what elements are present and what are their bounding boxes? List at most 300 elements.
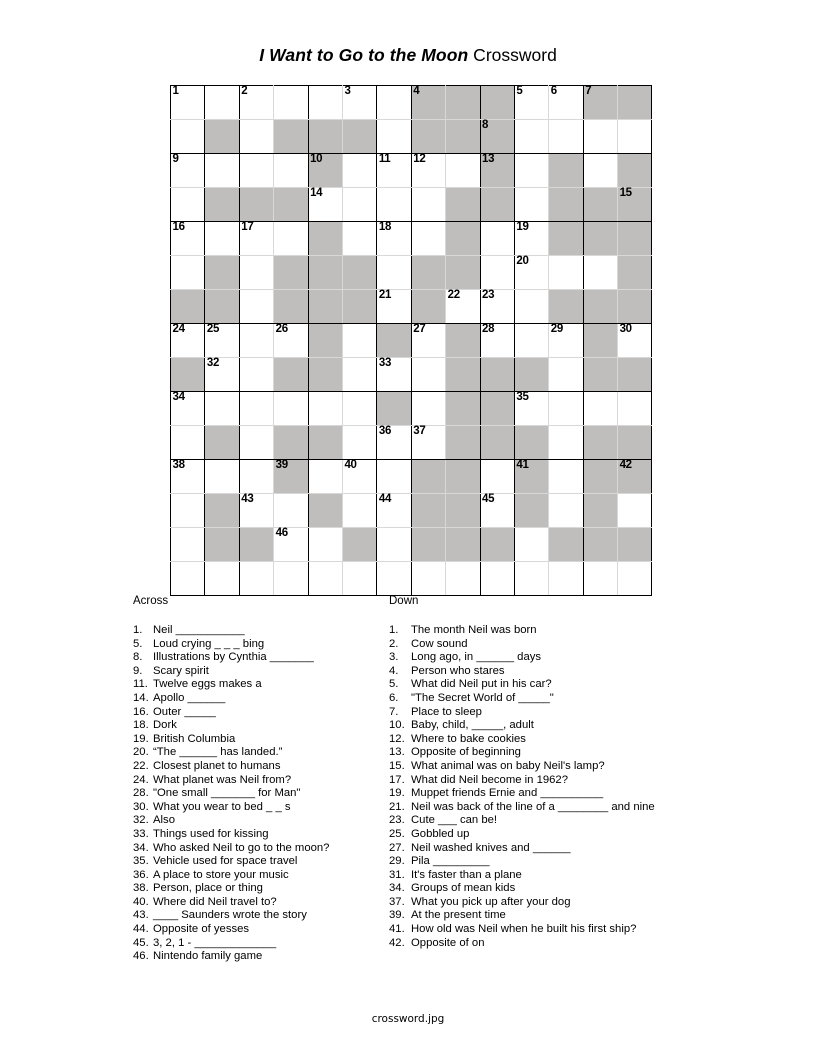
grid-cell[interactable]	[239, 460, 273, 494]
grid-cell[interactable]	[377, 120, 411, 154]
clue-number: 43.	[133, 909, 149, 922]
clue-number: 33.	[133, 827, 149, 840]
clue-text: Opposite of yesses	[153, 923, 250, 936]
grid-cell[interactable]	[274, 222, 308, 256]
clue-number: 38.	[133, 882, 149, 895]
grid-cell[interactable]	[446, 154, 480, 188]
grid-cell[interactable]	[205, 86, 239, 120]
grid-cell[interactable]	[377, 256, 411, 290]
clue-number: 27.	[389, 841, 405, 854]
down-clue-item[interactable]	[389, 923, 709, 937]
grid-cell[interactable]	[377, 154, 411, 188]
grid-cell[interactable]	[171, 154, 205, 188]
grid-cell[interactable]	[514, 256, 548, 290]
down-clue-item[interactable]	[389, 774, 709, 788]
clue-text: Neil washed knives and ______	[411, 841, 571, 854]
grid-cell[interactable]	[377, 460, 411, 494]
across-clue-item[interactable]	[133, 706, 383, 720]
grid-cell[interactable]	[377, 222, 411, 256]
clue-text: Cute ___ can be!	[411, 814, 498, 827]
crossword-row	[171, 120, 652, 154]
down-clue-item[interactable]	[389, 937, 709, 951]
grid-cell-number: 45	[482, 493, 495, 505]
clue-text: ____ Saunders wrote the story	[153, 909, 307, 922]
down-clue-item[interactable]	[389, 760, 709, 774]
grid-cell[interactable]	[342, 426, 376, 460]
grid-cell-blocked	[446, 188, 480, 222]
grid-cell-number: 21	[378, 289, 392, 301]
clue-number: 30.	[133, 800, 149, 813]
grid-cell-blocked	[308, 426, 342, 460]
grid-cell[interactable]	[342, 562, 376, 596]
grid-cell-blocked	[411, 290, 445, 324]
grid-cell[interactable]	[411, 188, 445, 222]
grid-cell[interactable]	[239, 120, 273, 154]
grid-cell[interactable]	[171, 324, 205, 358]
grid-cell[interactable]	[171, 528, 205, 562]
across-clue-item[interactable]	[133, 760, 383, 774]
grid-cell[interactable]	[618, 494, 652, 528]
clue-text: The month Neil was born	[411, 624, 537, 636]
grid-cell[interactable]	[549, 256, 583, 290]
grid-cell-blocked	[377, 324, 411, 358]
grid-cell[interactable]	[342, 86, 376, 120]
grid-cell-number: 30	[619, 323, 632, 335]
grid-cell[interactable]	[308, 188, 342, 222]
across-clue-item[interactable]	[133, 814, 383, 828]
grid-cell[interactable]	[171, 460, 205, 494]
clue-text: Illustrations by Cynthia _______	[153, 651, 314, 664]
clue-number: 25.	[389, 827, 405, 840]
grid-cell[interactable]	[480, 562, 514, 596]
down-clue-item[interactable]	[389, 828, 709, 842]
page-title-sub: Crossword	[468, 45, 557, 65]
grid-cell[interactable]	[205, 154, 239, 188]
grid-cell[interactable]	[583, 256, 617, 290]
grid-cell[interactable]	[239, 358, 273, 392]
grid-cell[interactable]	[274, 562, 308, 596]
grid-cell-blocked	[239, 528, 273, 562]
across-clue-item[interactable]	[133, 774, 383, 788]
down-heading: Down	[389, 595, 419, 607]
clue-number: 28.	[133, 787, 149, 800]
grid-cell[interactable]	[514, 562, 548, 596]
grid-cell-number: 25	[206, 323, 220, 335]
clue-number: 22.	[133, 759, 149, 772]
grid-cell-number: 44	[378, 493, 392, 505]
grid-cell-number: 17	[241, 221, 254, 233]
grid-cell[interactable]	[377, 562, 411, 596]
grid-cell[interactable]	[411, 392, 445, 426]
grid-cell[interactable]	[377, 494, 411, 528]
grid-cell[interactable]	[618, 562, 652, 596]
grid-cell[interactable]	[308, 392, 342, 426]
grid-cell-blocked	[446, 392, 480, 426]
clue-number: 34.	[389, 882, 405, 895]
grid-cell[interactable]	[411, 358, 445, 392]
grid-cell-blocked	[583, 494, 617, 528]
down-clue-item[interactable]	[389, 896, 709, 910]
crossword-row	[171, 562, 652, 596]
grid-cell-number: 33	[378, 357, 392, 369]
grid-cell[interactable]	[342, 324, 376, 358]
grid-cell[interactable]	[411, 426, 445, 460]
across-clue-item[interactable]	[133, 651, 383, 665]
grid-cell[interactable]	[205, 460, 239, 494]
grid-cell[interactable]	[239, 426, 273, 460]
across-clue-item[interactable]	[133, 937, 383, 951]
down-clue-item[interactable]	[389, 855, 709, 869]
grid-cell[interactable]	[308, 86, 342, 120]
grid-cell[interactable]	[549, 86, 583, 120]
grid-cell-blocked	[583, 426, 617, 460]
grid-cell[interactable]	[342, 460, 376, 494]
grid-cell[interactable]	[342, 494, 376, 528]
grid-cell[interactable]	[205, 562, 239, 596]
grid-cell[interactable]	[377, 426, 411, 460]
across-clue-item[interactable]	[133, 624, 383, 638]
down-clue-item[interactable]	[389, 882, 709, 896]
grid-cell[interactable]	[239, 562, 273, 596]
grid-cell[interactable]	[274, 324, 308, 358]
grid-cell[interactable]	[549, 426, 583, 460]
grid-cell[interactable]	[377, 188, 411, 222]
grid-cell[interactable]	[549, 494, 583, 528]
grid-cell[interactable]	[411, 222, 445, 256]
grid-cell[interactable]	[205, 358, 239, 392]
grid-cell-number: 37	[413, 425, 426, 437]
clue-text: What animal was on baby Neil's lamp?	[411, 759, 605, 772]
crossword-row	[171, 290, 652, 324]
grid-cell[interactable]	[583, 120, 617, 154]
grid-cell[interactable]	[171, 392, 205, 426]
down-clue-item[interactable]	[389, 801, 709, 815]
down-clue-list	[389, 624, 709, 950]
grid-cell-number: 12	[413, 153, 426, 165]
grid-cell[interactable]	[514, 528, 548, 562]
grid-cell-number: 23	[482, 289, 495, 301]
clue-number: 12.	[389, 732, 405, 745]
clue-text: 3, 2, 1 - _____________	[153, 936, 277, 949]
grid-cell-blocked	[446, 222, 480, 256]
across-clue-item[interactable]	[133, 678, 383, 692]
grid-cell-blocked	[274, 426, 308, 460]
grid-cell[interactable]	[618, 120, 652, 154]
grid-cell-blocked	[446, 460, 480, 494]
clue-number: 37.	[389, 895, 405, 908]
grid-cell[interactable]	[514, 86, 548, 120]
grid-cell-blocked	[411, 86, 445, 120]
grid-cell-number: 41	[516, 459, 529, 471]
grid-cell[interactable]	[514, 188, 548, 222]
clue-number: 23.	[389, 814, 405, 827]
clue-number: 17.	[389, 773, 405, 786]
grid-cell[interactable]	[205, 324, 239, 358]
across-clue-item[interactable]	[133, 855, 383, 869]
down-clue-item[interactable]	[389, 665, 709, 679]
grid-cell[interactable]	[411, 562, 445, 596]
grid-cell-blocked	[618, 222, 652, 256]
grid-cell-blocked	[549, 154, 583, 188]
grid-cell-blocked	[549, 222, 583, 256]
clue-number: 1.	[389, 624, 399, 636]
down-clue-item[interactable]	[389, 842, 709, 856]
grid-cell-number: 40	[344, 459, 357, 471]
grid-cell-blocked	[308, 256, 342, 290]
down-clue-item[interactable]	[389, 746, 709, 760]
grid-cell[interactable]	[583, 562, 617, 596]
grid-cell[interactable]	[308, 460, 342, 494]
clue-number: 11.	[133, 678, 148, 691]
grid-cell[interactable]	[549, 358, 583, 392]
clue-number: 10.	[389, 719, 405, 732]
grid-cell[interactable]	[308, 528, 342, 562]
across-clue-item[interactable]	[133, 896, 383, 910]
grid-cell[interactable]	[411, 324, 445, 358]
grid-cell[interactable]	[239, 256, 273, 290]
grid-cell[interactable]	[239, 324, 273, 358]
across-clue-item[interactable]	[133, 801, 383, 815]
grid-cell-blocked	[549, 290, 583, 324]
clue-number: 35.	[133, 855, 149, 868]
grid-cell-number: 8	[482, 119, 489, 131]
clue-text: How old was Neil when he built his first ship?	[411, 923, 637, 936]
clue-text: Where did Neil travel to?	[153, 895, 277, 908]
grid-cell-blocked	[342, 120, 376, 154]
down-clue-item[interactable]	[389, 706, 709, 720]
grid-cell[interactable]	[411, 154, 445, 188]
grid-cell[interactable]	[171, 256, 205, 290]
grid-cell[interactable]	[239, 154, 273, 188]
clue-text: Place to sleep	[411, 705, 482, 718]
down-clue-item[interactable]	[389, 787, 709, 801]
grid-cell[interactable]	[171, 188, 205, 222]
grid-cell[interactable]	[342, 222, 376, 256]
grid-cell[interactable]	[549, 324, 583, 358]
grid-cell[interactable]	[446, 290, 480, 324]
down-clue-item[interactable]	[389, 909, 709, 923]
grid-cell-blocked	[205, 494, 239, 528]
clue-text: Baby, child, _____, adult	[411, 719, 534, 732]
grid-cell-blocked	[274, 120, 308, 154]
across-clue-item[interactable]	[133, 733, 383, 747]
across-clue-item[interactable]	[133, 950, 383, 964]
across-clue-item[interactable]	[133, 869, 383, 883]
grid-cell[interactable]	[583, 154, 617, 188]
grid-cell-number: 4	[413, 85, 420, 97]
grid-cell[interactable]	[274, 86, 308, 120]
grid-cell[interactable]	[171, 494, 205, 528]
across-clue-item[interactable]	[133, 842, 383, 856]
across-clue-item[interactable]	[133, 665, 383, 679]
clue-text: Opposite of beginning	[411, 746, 521, 759]
clue-number: 14.	[133, 691, 149, 704]
grid-cell-blocked	[205, 188, 239, 222]
clue-text: Long ago, in ______ days	[411, 651, 542, 664]
grid-cell-blocked	[618, 86, 652, 120]
grid-cell[interactable]	[549, 392, 583, 426]
grid-cell[interactable]	[171, 562, 205, 596]
across-clue-item[interactable]	[133, 692, 383, 706]
down-clues-section	[389, 594, 709, 950]
grid-cell[interactable]	[377, 358, 411, 392]
down-clue-item[interactable]	[389, 624, 709, 638]
grid-cell[interactable]	[377, 290, 411, 324]
grid-cell[interactable]	[514, 154, 548, 188]
grid-cell-blocked	[514, 460, 548, 494]
grid-cell[interactable]	[342, 392, 376, 426]
crossword-row	[171, 86, 652, 120]
grid-cell[interactable]	[549, 460, 583, 494]
grid-cell[interactable]	[377, 86, 411, 120]
across-clue-item[interactable]	[133, 638, 383, 652]
grid-cell[interactable]	[274, 494, 308, 528]
grid-cell[interactable]	[480, 256, 514, 290]
down-clue-item[interactable]	[389, 869, 709, 883]
clue-text: Groups of mean kids	[411, 882, 516, 895]
clue-text: Who asked Neil to go to the moon?	[153, 841, 330, 854]
grid-cell[interactable]	[171, 222, 205, 256]
grid-cell[interactable]	[274, 528, 308, 562]
grid-cell-blocked	[514, 358, 548, 392]
grid-cell-blocked	[446, 358, 480, 392]
grid-cell[interactable]	[342, 154, 376, 188]
clue-number: 5.	[389, 678, 399, 691]
across-clue-item[interactable]	[133, 923, 383, 937]
grid-cell-blocked	[308, 324, 342, 358]
clue-number: 19.	[133, 732, 149, 745]
clue-number: 2.	[389, 637, 399, 650]
clue-number: 1.	[133, 624, 143, 636]
grid-cell-blocked	[308, 290, 342, 324]
grid-cell-blocked	[342, 256, 376, 290]
grid-cell[interactable]	[514, 290, 548, 324]
grid-cell[interactable]	[239, 86, 273, 120]
grid-cell-number: 26	[275, 323, 288, 335]
across-clue-item[interactable]	[133, 882, 383, 896]
grid-cell[interactable]	[514, 392, 548, 426]
grid-cell[interactable]	[480, 290, 514, 324]
grid-cell[interactable]	[446, 562, 480, 596]
grid-cell[interactable]	[549, 120, 583, 154]
grid-cell[interactable]	[274, 392, 308, 426]
grid-cell[interactable]	[308, 562, 342, 596]
across-clue-item[interactable]	[133, 787, 383, 801]
clue-number: 46.	[133, 950, 149, 963]
across-clues-section	[133, 594, 383, 964]
grid-cell-blocked	[618, 358, 652, 392]
grid-cell[interactable]	[171, 426, 205, 460]
clue-number: 18.	[133, 719, 149, 732]
grid-cell-blocked	[480, 528, 514, 562]
down-clue-item[interactable]	[389, 692, 709, 706]
grid-cell-blocked	[205, 290, 239, 324]
down-clue-item[interactable]	[389, 814, 709, 828]
grid-cell[interactable]	[480, 460, 514, 494]
grid-cell[interactable]	[514, 324, 548, 358]
grid-cell-number: 14	[310, 187, 323, 199]
clue-number: 15.	[389, 759, 405, 772]
clue-number: 4.	[389, 664, 399, 677]
clue-text: What you pick up after your dog	[411, 895, 571, 908]
grid-cell-blocked	[446, 528, 480, 562]
grid-cell[interactable]	[377, 528, 411, 562]
grid-cell-blocked	[618, 256, 652, 290]
grid-cell-blocked	[514, 494, 548, 528]
grid-cell-blocked	[274, 358, 308, 392]
down-clue-item[interactable]	[389, 678, 709, 692]
grid-cell[interactable]	[583, 392, 617, 426]
grid-cell[interactable]	[480, 222, 514, 256]
across-clue-item[interactable]	[133, 746, 383, 760]
across-clue-item[interactable]	[133, 828, 383, 842]
grid-cell[interactable]	[514, 222, 548, 256]
grid-cell-blocked	[446, 256, 480, 290]
grid-cell-blocked	[239, 188, 273, 222]
clue-text: Also	[153, 814, 175, 827]
crossword-row	[171, 222, 652, 256]
clue-number: 32.	[133, 814, 149, 827]
crossword-grid[interactable]	[170, 85, 652, 596]
clue-number: 6.	[389, 691, 399, 704]
clue-number: 36.	[133, 868, 149, 881]
grid-cell-blocked	[480, 120, 514, 154]
grid-cell-blocked	[446, 426, 480, 460]
grid-cell[interactable]	[239, 290, 273, 324]
clue-text: At the present time	[411, 909, 506, 922]
grid-cell-number: 46	[275, 527, 288, 539]
clue-text: Muppet friends Ernie and __________	[411, 787, 604, 800]
grid-cell[interactable]	[342, 358, 376, 392]
grid-cell[interactable]	[171, 86, 205, 120]
down-clue-item[interactable]	[389, 733, 709, 747]
grid-cell-number: 28	[482, 323, 495, 335]
across-clue-item[interactable]	[133, 719, 383, 733]
grid-cell[interactable]	[618, 324, 652, 358]
across-clue-item[interactable]	[133, 909, 383, 923]
grid-cell[interactable]	[480, 494, 514, 528]
grid-cell-blocked	[618, 154, 652, 188]
crossword-row	[171, 494, 652, 528]
grid-cell-number: 2	[241, 85, 248, 97]
grid-cell[interactable]	[514, 120, 548, 154]
grid-cell[interactable]	[239, 222, 273, 256]
grid-cell-blocked	[583, 188, 617, 222]
crossword-row	[171, 528, 652, 562]
grid-cell[interactable]	[274, 154, 308, 188]
grid-cell[interactable]	[480, 324, 514, 358]
down-clue-item[interactable]	[389, 638, 709, 652]
down-clue-item[interactable]	[389, 719, 709, 733]
down-clue-item[interactable]	[389, 651, 709, 665]
grid-cell-number: 32	[206, 357, 220, 369]
grid-cell[interactable]	[171, 120, 205, 154]
grid-cell[interactable]	[205, 392, 239, 426]
grid-cell-number: 1	[172, 85, 179, 97]
grid-cell[interactable]	[618, 392, 652, 426]
grid-cell[interactable]	[205, 222, 239, 256]
clue-number: 31.	[389, 868, 405, 881]
clue-text: Pila _________	[411, 855, 490, 868]
grid-cell[interactable]	[239, 494, 273, 528]
grid-cell-blocked	[480, 188, 514, 222]
grid-cell-number: 39	[275, 459, 288, 471]
grid-cell[interactable]	[239, 392, 273, 426]
clue-text: Cow sound	[411, 637, 468, 650]
across-heading: Across	[133, 595, 169, 607]
grid-cell[interactable]	[549, 562, 583, 596]
grid-cell[interactable]	[342, 188, 376, 222]
